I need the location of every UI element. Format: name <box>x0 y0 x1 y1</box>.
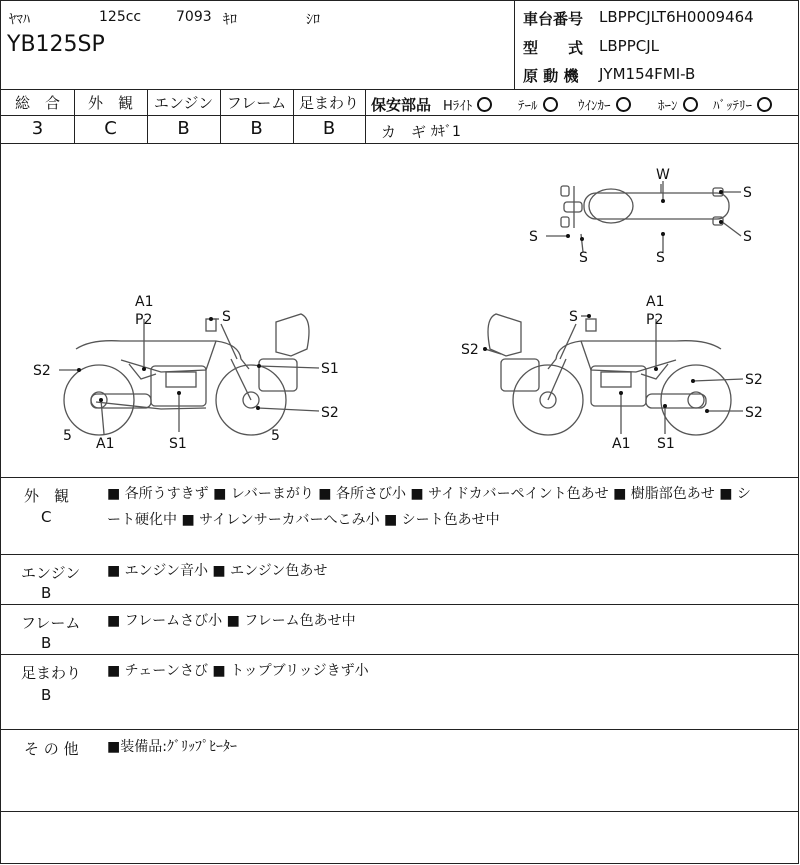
label-s: S <box>529 229 538 245</box>
exterior-remarks-line2: ート硬化中 ■ サイレンサーカバーへこみ小 ■ シート色あせ中 <box>107 512 500 528</box>
suspension-section-grade: B <box>41 686 52 704</box>
safety-tail: ﾃｰﾙ <box>518 95 558 114</box>
engine-grade: B <box>177 118 190 139</box>
label-s1: S1 <box>657 436 675 452</box>
frame-grade-label: フレーム <box>226 94 287 112</box>
maker: ﾔﾏﾊ <box>9 12 30 28</box>
exterior-section-grade: C <box>41 508 52 526</box>
model-name: YB125SP <box>7 32 105 57</box>
cell-divider <box>365 89 366 143</box>
label-s2: S2 <box>321 405 339 421</box>
motorcycle-top-view-icon <box>561 184 729 228</box>
rule <box>1 115 798 116</box>
mileage: 7093 <box>176 9 212 25</box>
frame-section-label: フレーム <box>21 614 81 632</box>
label-a1: A1 <box>96 436 115 452</box>
label-s2: S2 <box>745 372 763 388</box>
label-s: S <box>743 229 752 245</box>
type-label: 型 式 <box>523 39 584 57</box>
suspension-grade-label: 足まわり <box>298 94 359 112</box>
frame-remarks: ■ フレームさび小 ■ フレーム色あせ中 <box>107 613 356 629</box>
engine-section-label: エンジン <box>21 564 81 582</box>
suspension-section-label: 足まわり <box>21 664 82 682</box>
safety-battery: ﾊﾞｯﾃﾘｰ <box>713 95 772 114</box>
ok-circle-icon <box>543 97 558 112</box>
frame-no-label: 車台番号 <box>523 10 584 28</box>
label-p2: P2 <box>135 312 153 328</box>
label-a1: A1 <box>646 294 665 310</box>
suspension-grade: B <box>322 118 336 139</box>
exterior-grade: C <box>104 118 117 139</box>
label-5: 5 <box>271 428 280 444</box>
frame-grade: B <box>250 118 263 139</box>
exterior-remarks-line1: ■ 各所うすきず ■ レバーまがり ■ 各所さび小 ■ サイドカバーペイント色あせ ■ 樹脂部色あせ ■ シ <box>107 486 751 502</box>
label-s2: S2 <box>461 342 479 358</box>
frame-no: LBPPCJLT6H0009464 <box>599 8 754 26</box>
engine-remarks: ■ エンジン音小 ■ エンジン色あせ <box>107 563 328 579</box>
label-s: S <box>569 309 578 325</box>
overall-grade: 3 <box>31 118 44 139</box>
label-p2: P2 <box>646 312 664 328</box>
rule <box>1 654 798 655</box>
overall-label: 総 合 <box>14 94 60 112</box>
label-w: W <box>656 167 670 183</box>
damage-diagram <box>1 144 799 477</box>
exterior-label: 外 観 <box>87 94 133 112</box>
ok-circle-icon <box>477 97 492 112</box>
safety-label: 保安部品 <box>371 96 432 114</box>
ok-circle-icon <box>757 97 772 112</box>
engine-no-label: 原 動 機 <box>523 67 579 85</box>
label-s: S <box>656 250 665 266</box>
label-s2: S2 <box>33 363 51 379</box>
safety-horn: ﾎｰﾝ <box>658 95 698 114</box>
rule <box>1 477 798 478</box>
rule <box>1 554 798 555</box>
label-s: S <box>743 185 752 201</box>
frame-section-grade: B <box>41 634 52 652</box>
rule <box>1 811 798 812</box>
label-a1: A1 <box>135 294 154 310</box>
type-value: LBPPCJL <box>599 37 659 55</box>
engine-grade-label: エンジン <box>153 94 214 112</box>
safety-headlight: Hﾗｲﾄ <box>443 95 492 114</box>
label-s1: S1 <box>321 361 339 377</box>
motorcycle-left-side-icon <box>64 314 309 435</box>
engine-no: JYM154FMI-B <box>599 65 696 83</box>
ok-circle-icon <box>683 97 698 112</box>
label-a1: A1 <box>612 436 631 452</box>
label-s2: S2 <box>745 405 763 421</box>
motorcycle-right-side-icon <box>488 314 731 435</box>
label-s1: S1 <box>169 436 187 452</box>
exterior-section-label: 外 観 <box>24 487 70 505</box>
suspension-remarks: ■ チェーンさび ■ トップブリッジきず小 <box>107 663 369 679</box>
displacement: 125cc <box>99 9 142 25</box>
color: ｼﾛ <box>306 12 320 28</box>
ok-circle-icon <box>616 97 631 112</box>
safety-winker: ｳｲﾝｶｰ <box>578 95 631 114</box>
engine-section-grade: B <box>41 584 52 602</box>
other-remarks: ■装備品:ｸﾞﾘｯﾌﾟﾋｰﾀｰ <box>107 739 237 755</box>
rule <box>1 89 798 90</box>
other-section-label: そ の 他 <box>24 740 79 758</box>
label-5: 5 <box>63 428 72 444</box>
label-s: S <box>579 250 588 266</box>
rule <box>1 604 798 605</box>
header-divider <box>514 1 515 89</box>
key-value: ｶｷﾞ1 <box>431 124 461 140</box>
label-s: S <box>222 309 231 325</box>
key-label: カ ギ <box>381 123 427 141</box>
rule <box>1 729 798 730</box>
mileage-unit: ｷﾛ <box>223 12 237 28</box>
